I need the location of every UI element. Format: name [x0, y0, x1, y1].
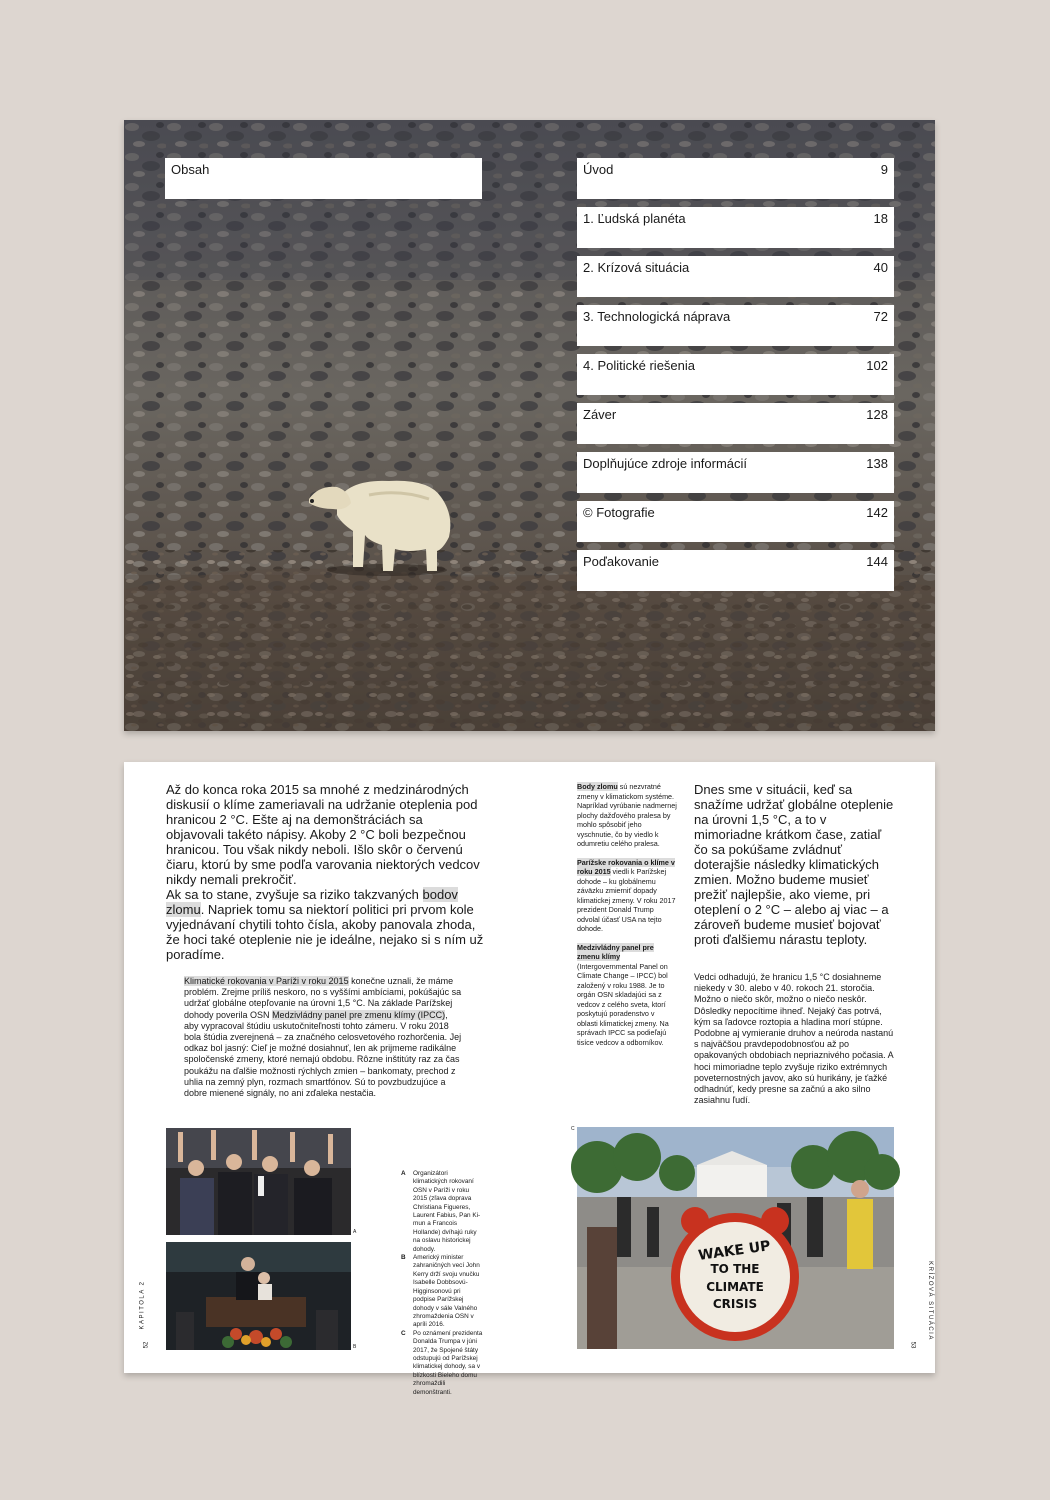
glossary-term-bodov-zlomu[interactable]: bodov zlomu: [166, 887, 458, 917]
toc-entry[interactable]: [577, 452, 894, 493]
toc-entry[interactable]: [577, 305, 894, 346]
toc-entry[interactable]: [577, 207, 894, 248]
caption-text: Americký minister zahraničných vecí John Kerry drží svoju vnučku Isabelle Dobbsovú-Higginsonovú pri podpise Parížskej dohody v sále Valného zhromaždenia OSN v apríli 2016.: [413, 1254, 480, 1329]
photo-kerry-signing: [166, 1242, 351, 1350]
toc-entry-title: Záver: [583, 407, 617, 422]
left-body-text: [184, 976, 464, 1099]
toc-entry-title: Doplňujúce zdroje informácií: [583, 456, 748, 471]
glossary-term-ipcc[interactable]: Medzivládny panel pre zmenu klímy (IPCC): [272, 1009, 446, 1020]
sign-line-4: CRISIS: [712, 1297, 758, 1311]
toc-heading-box: [165, 158, 482, 199]
toc-entry-page: 128: [866, 407, 888, 422]
caption-letter: A: [401, 1170, 406, 1177]
right-lead-text: Dnes sme v situácii, keď sa snažíme udržať globálne oteplenie na úrovni 1,5 °C, a to v mimoriadne krátkom čase, zatiaľ čo sa pokúšame zvládnuť doterajšie následky klimatických zmien. Možno budeme musieť prežiť najlepšie, ako vieme, pri oteplení o 2 °C – alebo aj viac – a zároveň budeme musieť bojovať proti ďalšiemu nárastu teploty.: [694, 782, 894, 947]
toc-heading: Obsah: [171, 162, 210, 177]
right-body-text: Vedci odhadujú, že hranicu 1,5 °C dosiahneme niekedy v 30. alebo v 40. rokoch 21. storočia. Možno o niečo skôr, možno o niečo neskôr. Dôsledky nepocítime ihneď. Nejaký čas potrvá, kým sa ľadovce roztopia a hladina morí stúpne. Podobne aj vymieranie druhov a neúroda nastanú s najväčšou pravdepodobnosťou až po opakovaných obdobiach nepriaznivého počasia. A hoci mimoriadne teplo zvyšuje riziko extrémnych poveternostných javov, ako sú hurikány, je ťažké odhadnúť, kedy presne sa začnú a ako silno zasiahnu ľudí.: [694, 972, 894, 1106]
toc-entry[interactable]: [577, 158, 894, 199]
left-lead-text: [166, 782, 484, 962]
toc-entry-page: 138: [866, 456, 888, 471]
toc-entry[interactable]: [577, 501, 894, 542]
caption-c: [401, 1330, 483, 1397]
toc-entry-title: 2. Krízová situácia: [583, 260, 690, 275]
side-notes: [577, 782, 677, 1056]
photo-paris-celebration: [166, 1128, 351, 1235]
lead-paragraph-1: Až do konca roka 2015 sa mnohé z medzinárodných diskusií o klíme zameriavali na udržanie oteplenia pod hranicou 2 °C. Ešte aj na demonštráciách sa objavovali takéto nápisy. Akoby 2 °C boli bezpečnou hranicou. Tou však nikdy neboli. Išlo skôr o červenú čiaru, ktorú by sme podľa varovania niektorých vedcov nikdy nemali prekročiť.: [166, 782, 480, 887]
contents-spread: [124, 120, 935, 731]
left-running-head: KAPITOLA 2: [139, 1280, 146, 1330]
photo-tag-c: C: [571, 1126, 575, 1132]
caption-b: [401, 1254, 483, 1330]
side-note-term[interactable]: Parížske rokovania o klíme v roku 2015: [577, 857, 675, 876]
toc-entry[interactable]: [577, 550, 894, 591]
toc-entry-page: 142: [866, 505, 888, 520]
left-page-number: 52: [143, 1341, 150, 1349]
side-note-3: [577, 943, 677, 1048]
toc-entry-page: 72: [873, 309, 888, 324]
toc-entry-title: © Fotografie: [583, 505, 655, 520]
toc-entry[interactable]: [577, 256, 894, 297]
side-note-text: (Intergovernmental Panel on Climate Change – IPCC) bol založený v roku 1988. Je to orgán OSN skladajúci sa z vedcov z celého sveta, ktorí poskytujú poradenstvo v oblasti klimatickej zmeny. Na správach IPCC sa podieľajú tisíce vedcov a odborníkov.: [577, 961, 669, 1047]
side-note-term[interactable]: Medzivládny panel pre zmenu klímy: [577, 942, 654, 961]
side-note-text: viedli k Parížskej dohode – ku globálnemu záväzku zmierniť dopady klimatickej zmeny. V roku 2017 prezident Donald Trump odvolal účasť USA na tejto dohode.: [577, 867, 676, 933]
caption-text: Po oznámení prezidenta Donalda Trumpa v júni 2017, že Spojené štáty odstupujú od Parížskej klimatickej dohody, sa v blízkosti Bieleho domu zhromaždili demonštranti.: [413, 1329, 483, 1396]
toc-entry-page: 40: [873, 260, 888, 275]
toc-entry-page: 9: [880, 162, 888, 177]
photo-tag-b: B: [353, 1344, 357, 1350]
body-text-1: konečne uznali, že máme problém. Zrejme príliš neskoro, no s vyššími ambíciami, pokúšajúc sa udržať globálne otepľovanie na úrovni 1,5 °C. Na základe Parížskej dohody poverila OSN: [184, 976, 462, 1020]
toc-entry-title: 4. Politické riešenia: [583, 358, 695, 373]
sign-line-2: TO THE: [710, 1262, 760, 1276]
side-note-text: sú nezvratné zmeny v klimatickom systéme. Napríklad vyrúbanie nadmernej plochy dažďového pralesa by mohlo spôsobiť jeho vyschnutie, čo by viedlo k odumretiu celého pralesa.: [577, 782, 677, 848]
side-note-1: [577, 782, 677, 849]
caption-text: Organizátori klimatických rokovaní OSN v Paríži v roku 2015 (zľava doprava Christiana Figueres, Laurent Fabius, Pan Ki-mun a Francois Hollande) dvíhajú ruky na oslavu historickej dohody.: [413, 1170, 481, 1253]
sign-line-1: WAKE UP: [697, 1238, 772, 1265]
side-note-2: [577, 858, 677, 934]
toc-entry-title: Úvod: [583, 162, 614, 177]
toc-entry[interactable]: [577, 403, 894, 444]
toc-entry-title: 3. Technologická náprava: [583, 309, 731, 324]
toc-entry[interactable]: [577, 354, 894, 395]
glossary-term-parizske-rokovania[interactable]: Klimatické rokovania v Paríži v roku 2015: [184, 976, 349, 986]
photo-tag-a: A: [353, 1229, 357, 1235]
right-page-number: 53: [909, 1341, 916, 1349]
chapter-spread: [124, 762, 935, 1396]
toc-entry-page: 18: [873, 211, 888, 226]
side-note-term[interactable]: Body zlomu: [577, 782, 618, 791]
right-running-head: KRÍZOVÁ SITUÁCIA: [926, 1261, 933, 1341]
body-text-2: , aby vypracoval štúdiu uskutočniteľnosti tohto zámeru. V roku 2018 bola štúdia zverejnená – za značného celosvetového rozhorčenia. Jej odkaz bol jasný: Cieľ je možné dosiahnuť, len ak prijmeme radikálne spoločenské zmeny, ktoré nemajú obdobu. Rôzne inštitúty raz za čas poukážu na ďalšie možnosti rýchlych zmien – bankomaty, prechod z uhlia na zemný plyn, rozmach smartfónov. Sú to povzbudzujúce a dobre mienené signály, no ani zďaleka nestačia.: [184, 1009, 462, 1099]
caption-letter: B: [401, 1254, 406, 1262]
photo-climate-protest: [577, 1127, 894, 1349]
sign-line-3: CLIMATE: [706, 1280, 764, 1294]
toc-entry-title: 1. Ľudská planéta: [583, 211, 686, 226]
toc-entry-title: Poďakovanie: [583, 554, 659, 569]
toc-entry-page: 144: [866, 554, 888, 569]
lead-paragraph-2a: Ak sa to stane, zvyšuje sa riziko takzvaných: [166, 887, 423, 902]
toc-entry-page: 102: [866, 358, 888, 373]
photo-captions-list: [401, 1170, 483, 1397]
lead-paragraph-2b: . Napriek tomu sa niektorí politici pri prvom kole vyjednávaní chytili tohto čísla, akoby panovala zhoda, že hoci také oteplenie nie je ideálne, nejako si s ním už poradíme.: [166, 902, 484, 962]
caption-letter: C: [401, 1329, 406, 1337]
caption-a: [401, 1170, 483, 1254]
